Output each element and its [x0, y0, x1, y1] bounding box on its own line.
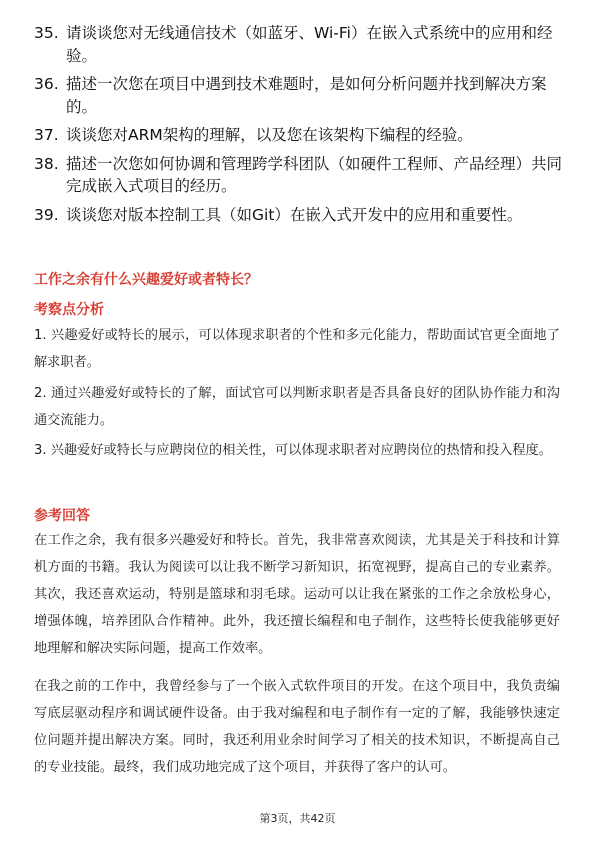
- analysis-point: 3. 兴趣爱好或特长与应聘岗位的相关性，可以体现求职者对应聘岗位的热情和投入程度。: [34, 443, 552, 458]
- question-item: [34, 153, 568, 198]
- question-item: [34, 124, 568, 147]
- answer-paragraph: 在工作之余，我有很多兴趣爱好和特长。首先，我非常喜欢阅读，尤其是关于科技和计算机方面的书籍。我认为阅读可以让我不断学习新知识，拓宽视野，提高自己的专业素养。其次，我还喜欢运动，特别是篮球和羽毛球。运动可以让我在紧张的工作之余放松身心，增强体魄，培养团队合作精神。此外，我还擅长编程和电子制作，这些特长使我能够更好地理解和解决实际问题，提高工作效率。: [34, 533, 560, 656]
- analysis-heading: 考察点分析: [34, 302, 104, 318]
- question-item: [34, 22, 568, 67]
- answer-heading: 参考回答: [34, 508, 90, 524]
- question-number: 38.: [34, 154, 59, 173]
- question-number: 35.: [34, 24, 59, 42]
- question-number: 39.: [34, 205, 59, 224]
- question-item: [34, 204, 568, 227]
- question-number: 37.: [34, 126, 59, 144]
- question-text: 描述一次您如何协调和管理跨学科团队（如硬件工程师、产品经理）共同完成嵌入式项目的经历。: [66, 154, 563, 195]
- question-text: 谈谈您对ARM架构的理解，以及您在该架构下编程的经验。: [66, 126, 473, 144]
- question-number: 36.: [34, 75, 59, 93]
- question-text: 描述一次您在项目中遇到技术难题时，是如何分析问题并找到解决方案的。: [66, 75, 547, 116]
- question-item: [34, 73, 568, 118]
- question-text: 请谈谈您对无线通信技术（如蓝牙、Wi-Fi）在嵌入式系统中的应用和经验。: [66, 24, 553, 65]
- analysis-point: 2. 通过兴趣爱好或特长的了解，面试官可以判断求职者是否具备良好的团队协作能力和沟通交流能力。: [34, 386, 560, 428]
- answer-paragraph: 在我之前的工作中，我曾经参与了一个嵌入式软件项目的开发。在这个项目中，我负责编写底层驱动程序和调试硬件设备。由于我对编程和电子制作有一定的了解，我能够快速定位问题并提出解决方案。同时，我还利用业余时间学习了相关的技术知识，不断提高自己的专业技能。最终，我们成功地完成了这个项目，并获得了客户的认可。: [34, 679, 560, 775]
- page-footer: 第3页，共42页: [259, 812, 336, 825]
- question-list: [34, 22, 568, 232]
- section-question-title: 工作之余有什么兴趣爱好或者特长？: [34, 272, 258, 288]
- question-text: 谈谈您对版本控制工具（如Git）在嵌入式开发中的应用和重要性。: [66, 205, 523, 224]
- analysis-point: 1. 兴趣爱好或特长的展示，可以体现求职者的个性和多元化能力，帮助面试官更全面地了解求职者。: [34, 328, 560, 370]
